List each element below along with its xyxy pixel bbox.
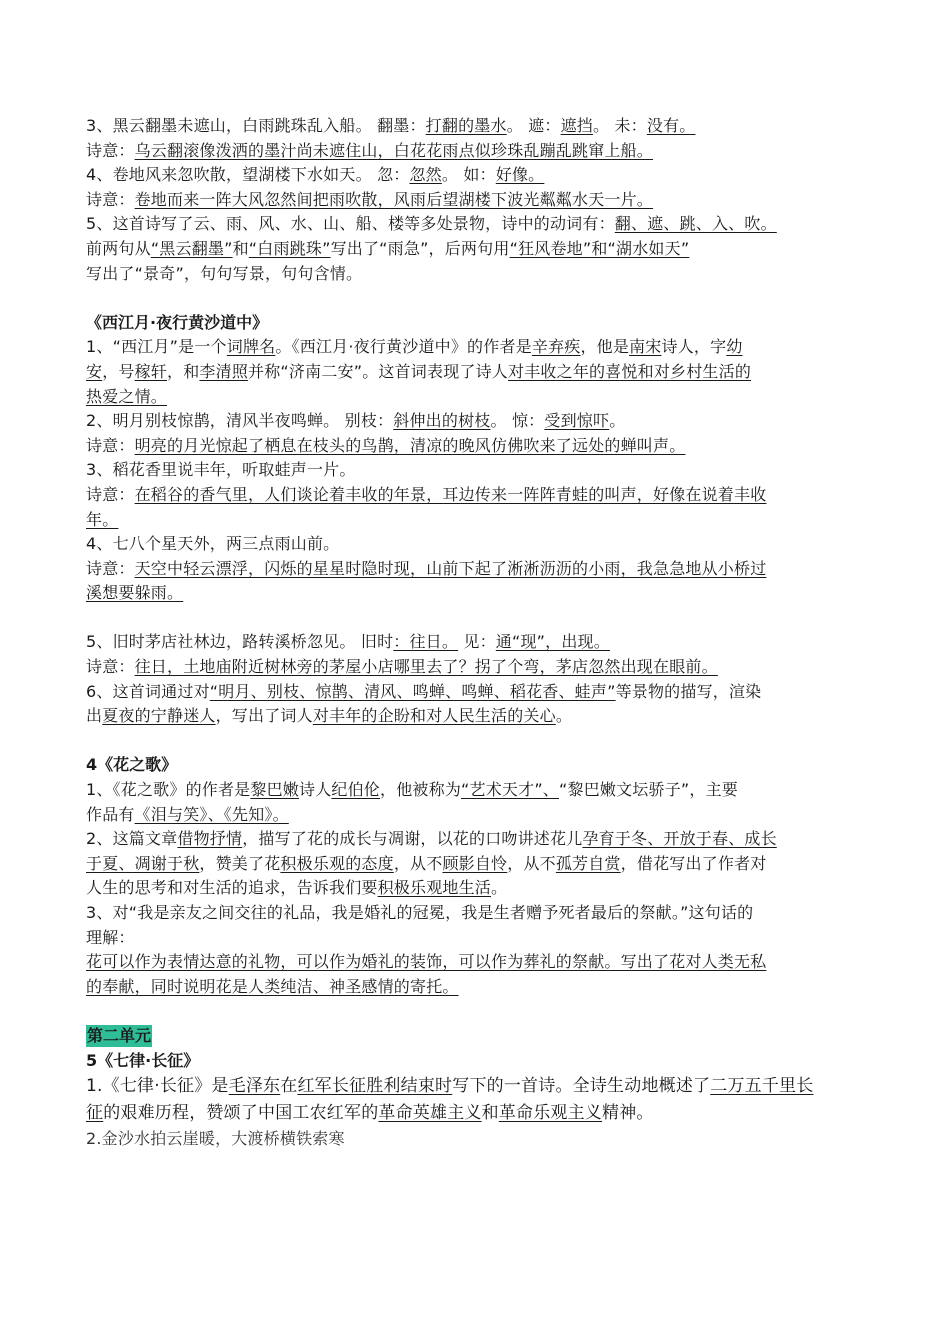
line: 作品有《泪与笑》、《先知》。 (86, 804, 289, 824)
unit-heading (86, 1024, 866, 1049)
line: 诗意：天空中轻云漂浮，闪烁的星星时隐时现，山前下起了淅淅沥沥的小雨，我急急地从小桥过 (86, 558, 767, 578)
line: 年。 (86, 509, 119, 529)
line: 人生的思考和对生活的追求，告诉我们要积极乐观地生活。 (86, 878, 508, 898)
section-title: 《西江月·夜行黄沙道中》 (86, 312, 269, 332)
line: 4、卷地风来忽吹散，望湖楼下水如天。 忽：忽然。 如：好像。 (86, 165, 545, 185)
line: 诗意：卷地而来一阵大风忽然间把雨吹散，风雨后望湖楼下波光粼粼水天一片。 (86, 189, 654, 209)
line: 2、明月别枝惊鹊，清风半夜鸣蝉。 别枝：斜伸出的树枝。 惊：受到惊吓。 (86, 411, 626, 431)
line: 5、旧时茅店社林边，路转溪桥忽见。 旧时：往日。 见：通“现”，出现。 (86, 632, 610, 652)
line: 溪想要躲雨。 (86, 583, 184, 603)
line: 写出了“景奇”，句句写景，句句含情。 (86, 263, 363, 283)
line: 出夏夜的宁静迷人，写出了词人对丰年的企盼和对人民生活的关心。 (86, 706, 573, 726)
line: 4、七八个星天外，两三点雨山前。 (86, 534, 340, 554)
line: 2、这篇文章借物抒情，描写了花的成长与凋谢，以花的口吻讲述花儿孕育于冬、开放于春、成长 (86, 829, 777, 849)
line: 安，号稼轩，和李清照并称“济南二安”。这首词表现了诗人对丰收之年的喜悦和对乡村生活的 (86, 361, 752, 381)
line: 3、稻花香里说丰年，听取蛙声一片。 (86, 460, 356, 480)
line: 花可以作为表情达意的礼物，可以作为婚礼的装饰，可以作为葬礼的祭献。写出了花对人类无私 (86, 952, 767, 972)
line: 征的艰难历程，赞颂了中国工农红军的革命英雄主义和革命乐观主义精神。 (86, 1103, 654, 1124)
line: 3、对“我是亲友之间交往的礼品，我是婚礼的冠冕，我是生者赠予死者最后的祭献。”这句话的 (86, 903, 754, 922)
line: 5、这首诗写了云、雨、风、水、山、船、楼等多处景物，诗中的动词有：翻、遮、跳、入、吹。 (86, 214, 777, 234)
line: 1、《花之歌》的作者是黎巴嫩诗人纪伯伦，他被称为“艺术天才”、“黎巴嫩文坛骄子”，主要 (86, 780, 738, 800)
line: 1、“西江月”是一个词牌名。《西江月·夜行黄沙道中》的作者是辛弃疾，他是南宋诗人，字幼 (86, 337, 743, 357)
section-title: 5《七律·长征》 (86, 1050, 200, 1070)
line: 热爱之情。 (86, 386, 168, 406)
line: 的奉献，同时说明花是人类纯洁、神圣感情的寄托。 (86, 976, 459, 996)
line: 6、这首词通过对“明月、别枝、惊鹊、清风、鸣蝉、鸣蝉、稻花香、蛙声”等景物的描写，渲染 (86, 681, 762, 701)
line: 诗意：明亮的月光惊起了栖息在枝头的鸟鹊，清凉的晚风仿佛吹来了远处的蝉叫声。 (86, 435, 686, 455)
document-page (86, 114, 866, 1152)
line: 1.《七律·长征》是毛泽东在红军长征胜利结束时写下的一首诗。全诗生动地概述了二万五千里长 (86, 1076, 814, 1097)
section-title: 4《花之歌》 (86, 755, 178, 775)
line: 理解： (86, 927, 135, 947)
line: 诗意：在稻谷的香气里，人们谈论着丰收的年景，耳边传来一阵阵青蛙的叫声，好像在说着丰收 (86, 484, 767, 504)
line: 2.金沙水拍云崖暖，大渡桥横铁索寒 (86, 1129, 345, 1149)
line: 前两句从“黑云翻墨”和“白雨跳珠”写出了“雨急”，后两句用“狂风卷地”和“湖水如天” (86, 238, 690, 258)
unit-highlight: 第二单元 (87, 1025, 152, 1045)
line: 诗意：乌云翻滚像泼洒的墨汁尚未遮住山，白花花雨点似珍珠乱蹦乱跳窜上船。 (86, 140, 654, 160)
line: 3、黑云翻墨未遮山，白雨跳珠乱入船。 翻墨：打翻的墨水。 遮：遮挡。 未：没有。 (86, 116, 696, 135)
line: 诗意：往日，土地庙附近树林旁的茅屋小店哪里去了？拐了个弯，茅店忽然出现在眼前。 (86, 657, 718, 677)
line: 于夏、凋谢于秋，赞美了花积极乐观的态度，从不顾影自怜，从不孤芳自赏，借花写出了作者对 (86, 853, 767, 873)
